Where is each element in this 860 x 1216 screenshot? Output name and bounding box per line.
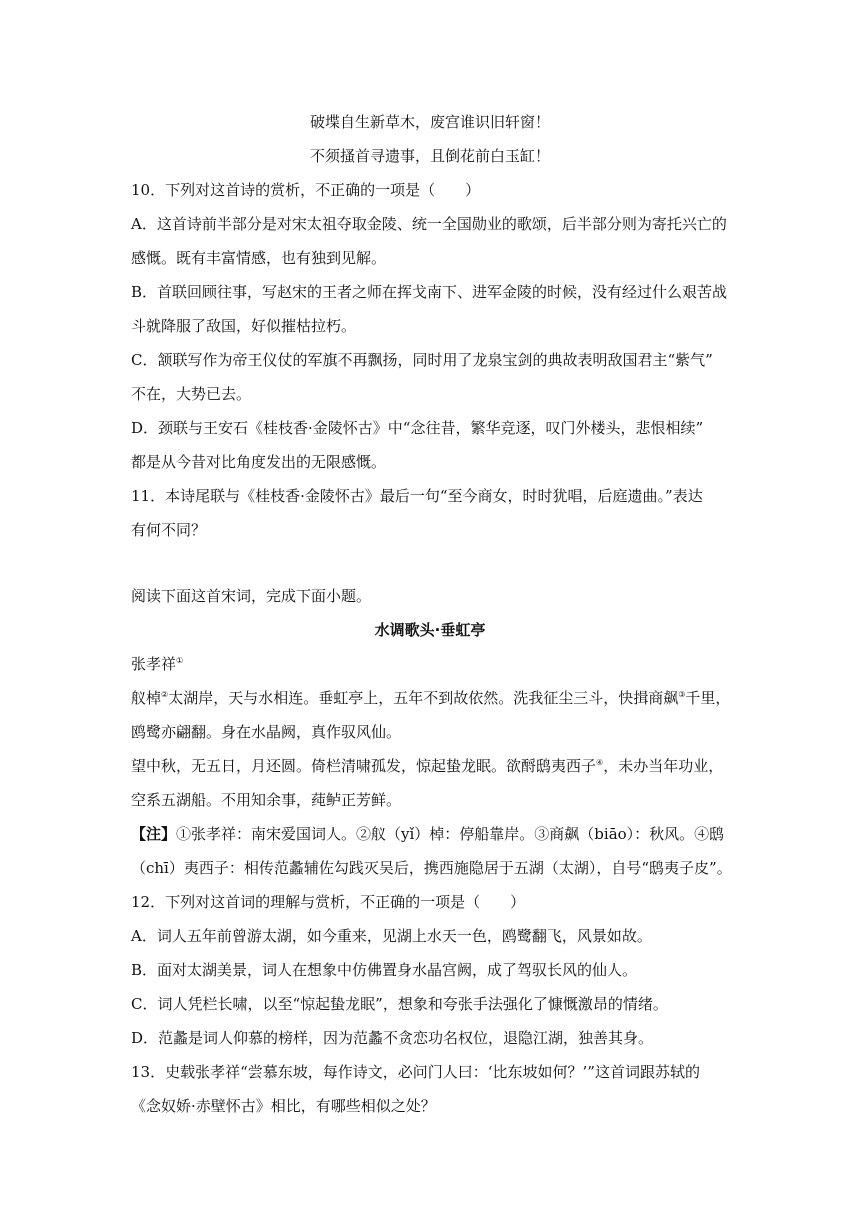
note-line2: （chī）夷西子：相传范蠡辅佐勾践灭吴后，携西施隐居于五湖（太湖），自号“鸱夷子皮”。 (131, 859, 732, 877)
q10-option-d-line2: 都是从今昔对比角度发出的无限感慨。 (131, 453, 387, 471)
note-tag: 【注】 (131, 825, 177, 843)
text-run: 望中秋，无五日，月还圆。倚栏清啸孤发，惊起蛰龙眠。欲酹鸱夷西子 (131, 757, 597, 775)
poem2-stanza-line4: 空系五湖船。不用知余事，莼鲈正芳鲜。 (131, 791, 402, 809)
q10-option-c-line1: C．颔联写作为帝王仪仗的军旗不再飘扬，同时用了龙泉宝剑的典故表明敌国君主“紫气” (131, 351, 713, 369)
text-run: ，未办当年功业， (603, 757, 724, 775)
q10-option-a-line1: A．这首诗前半部分是对宋太祖夺取金陵、统一全国勋业的歌颂，后半部分则为寄托兴亡的 (131, 215, 727, 233)
poem1-line2: 不须搔首寻遗事，且倒花前白玉缸！ (309, 147, 550, 165)
reading-intro: 阅读下面这首宋词，完成下面小题。 (131, 587, 372, 605)
q10-option-a-line2: 感慨。既有丰富情感，也有独到见解。 (131, 249, 387, 267)
q11-line1: 11．本诗尾联与《桂枝香·金陵怀古》最后一句“至今商女，时时犹唱，后庭遗曲。”表达 (131, 487, 703, 505)
q10-stem: 10．下列对这首诗的赏析，不正确的一项是（ ） (131, 181, 481, 199)
poem2-stanza-line3 (131, 756, 723, 776)
poem2-title: 水调歌头·垂虹亭 (374, 621, 486, 639)
q12-option-a: A．词人五年前曾游太湖，如今重来，见湖上水天一色，鸥鹭翻飞，风景如故。 (131, 927, 652, 945)
note-text: ①张孝祥：南宋爱国词人。②舣（yǐ）棹：停船靠岸。③商飙（biāo）：秋风。④鸱 (176, 825, 725, 843)
poem2-stanza-line1 (131, 688, 730, 708)
footnote-marker: ① (176, 656, 184, 665)
q10-option-b-line1: B．首联回顾往事，写赵宋的王者之师在挥戈南下、进军金陵的时候，没有经过什么艰苦战 (131, 283, 728, 301)
poem1-line1: 破堞自生新草木，废宫谁识旧轩窗！ (309, 113, 550, 131)
q13-line2: 《念奴娇·赤壁怀古》相比，有哪些相似之处？ (131, 1097, 436, 1115)
q10-option-d-line1: D．颈联与王安石《桂枝香·金陵怀古》中“念往昔，繁华竞逐，叹门外楼头，悲恨相续” (131, 419, 704, 437)
q12-option-c: C．词人凭栏长啸，以至“惊起蛰龙眠”，想象和夸张手法强化了慷慨激昂的情绪。 (131, 995, 668, 1013)
footnote-marker: ④ (596, 758, 604, 767)
note-line1 (131, 824, 724, 844)
poem2-author (131, 654, 183, 674)
author-name: 张孝祥 (131, 655, 177, 673)
poem2-stanza-line2: 鸥鹭亦翩翻。身在水晶阙，真作驭风仙。 (131, 723, 402, 741)
q10-option-c-line2: 不在，大势已去。 (131, 385, 252, 403)
q10-option-b-line2: 斗就降服了敌国，好似摧枯拉朽。 (131, 317, 357, 335)
q13-line1: 13．史载张孝祥“尝慕东坡，每作诗文，必问门人曰：‘比东坡如何？’”这首词跟苏轼的 (131, 1063, 700, 1081)
footnote-marker: ② (161, 690, 169, 699)
q12-option-d: D．范蠡是词人仰慕的榜样，因为范蠡不贪恋功名权位，退隐江湖，独善其身。 (131, 1029, 654, 1047)
footnote-marker: ③ (678, 690, 686, 699)
text-run: 太湖岸，天与水相连。垂虹亭上，五年不到故依然。洗我征尘三斗，快揖商飙 (168, 689, 679, 707)
q12-stem: 12．下列对这首词的理解与赏析，不正确的一项是（ ） (131, 893, 526, 911)
q11-line2: 有何不同？ (131, 521, 207, 539)
q12-option-b: B．面对太湖美景，词人在想象中仿佛置身水晶宫阙，成了驾驭长风的仙人。 (131, 961, 638, 979)
text-run: 舣棹 (131, 689, 162, 707)
text-run: 千里， (685, 689, 731, 707)
